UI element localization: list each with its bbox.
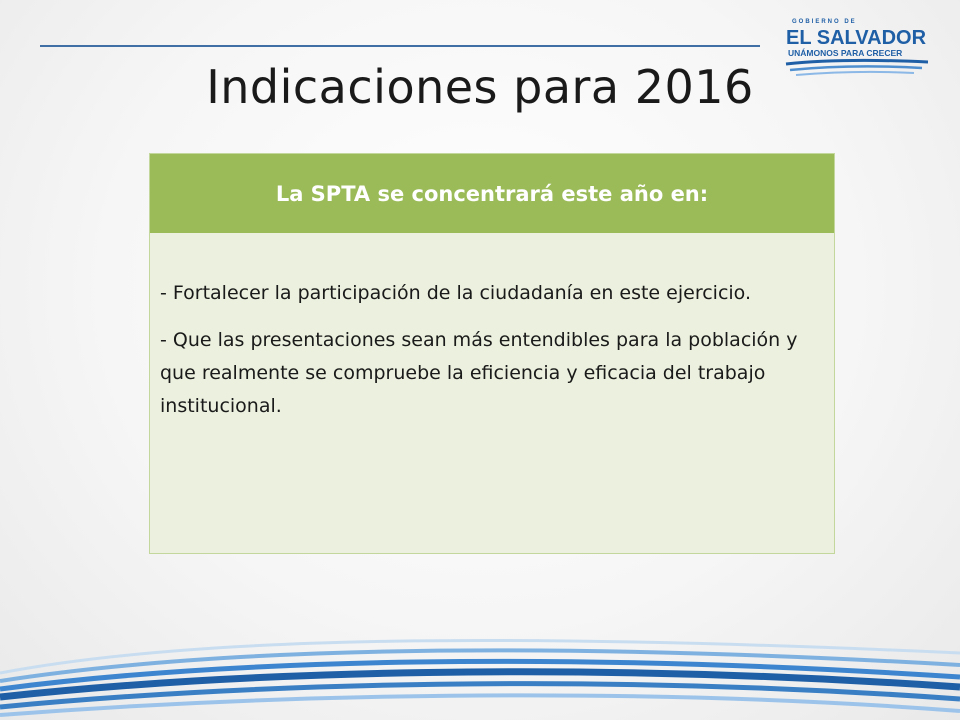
table-body [150,233,834,423]
logo-name: EL SALVADOR [786,27,927,49]
list-item: - Fortalecer la participación de la ciudadanía en este ejercicio. [160,282,751,304]
logo-tagline: UNÁMONOS PARA CRECER [788,48,903,58]
header-rule [40,45,760,47]
table-header: La SPTA se concentrará este año en: [150,154,834,233]
content-table [149,153,835,554]
logo-small-text: GOBIERNO DE [792,19,857,25]
decorative-waves [0,625,960,720]
list-item: - Que las presentaciones sean más entendibles para la población y que realmente se compruebe la eficiencia y eficacia del trabajo institucional. [160,329,798,417]
slide-title: Indicaciones para 2016 [206,60,754,114]
